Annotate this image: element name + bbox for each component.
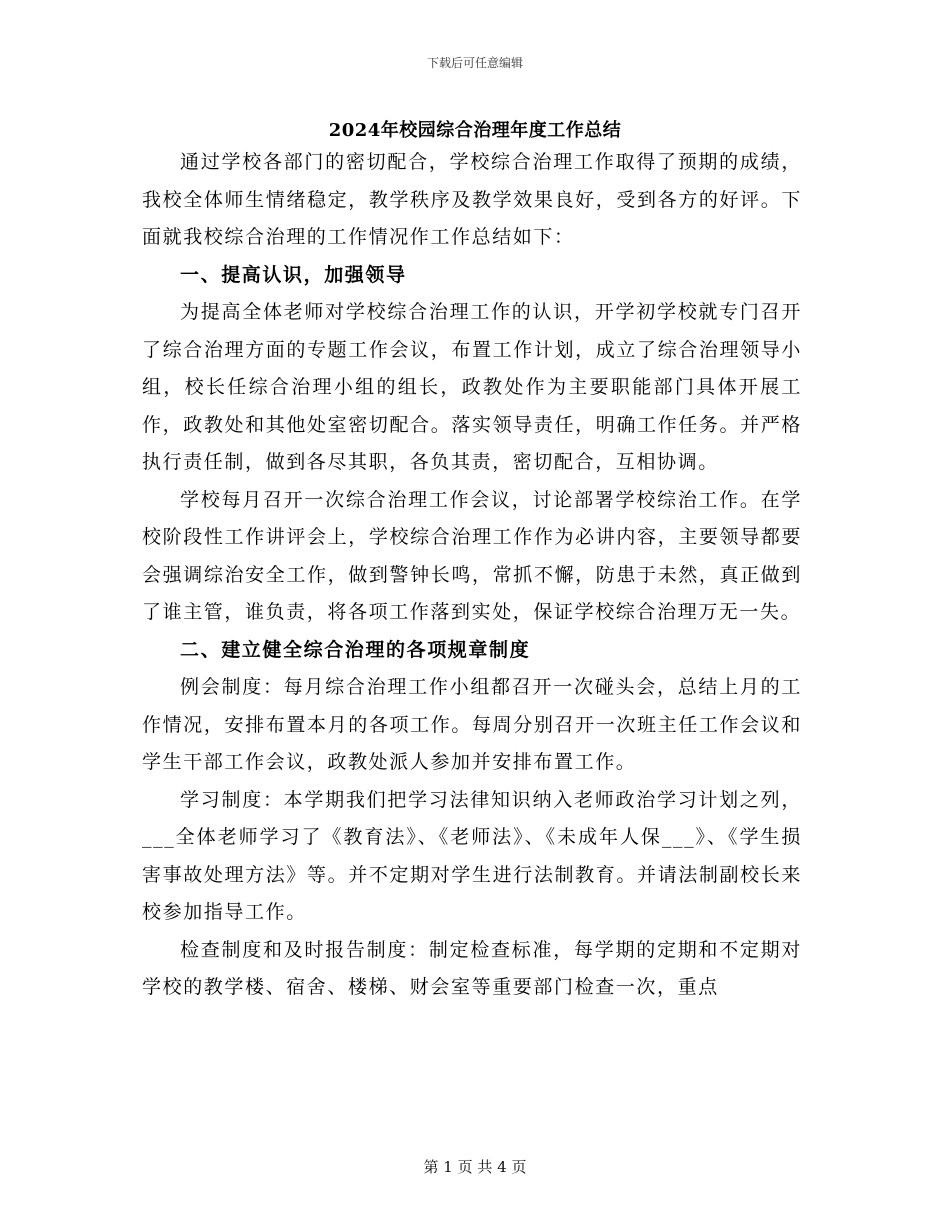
section-heading-2: 二、建立健全综合治理的各项规章制度 <box>180 638 531 661</box>
document-title: 2024年校园综合治理年度工作总结 <box>328 120 622 141</box>
document-body <box>142 144 802 1007</box>
section1-paragraph-2: 学校每月召开一次综合治理工作会议，讨论部署学校综治工作。在学校阶段性工作讲评会上，学校综合治理工作作为必讲内容，主要领导都要会强调综治安全工作，做到警钟长鸣，常抓不懈，防患于未然，真正做到了谁主管，谁负责，将各项工作落到实处，保证学校综合治理万无一失。 <box>142 488 802 623</box>
section2-paragraph-3: 检查制度和及时报告制度：制定检查标准，每学期的定期和不定期对学校的教学楼、宿舍、楼梯、财会室等重要部门检查一次，重点 <box>142 938 802 998</box>
intro-paragraph: 通过学校各部门的密切配合，学校综合治理工作取得了预期的成绩，我校全体师生情绪稳定，教学秩序及教学效果良好，受到各方的好评。下面就我校综合治理的工作情况作工作总结如下： <box>142 151 802 248</box>
section-heading-1: 一、提高认识，加强领导 <box>180 263 407 286</box>
page-footer: 第 1 页 共 4 页 <box>423 1158 527 1176</box>
header-note: 下载后可任意编辑 <box>426 56 523 70</box>
section2-paragraph-2: 学习制度：本学期我们把学习法律知识纳入老师政治学习计划之列，___全体老师学习了《教育法》、《老师法》、《未成年人保___》、《学生损害事故处理方法》等。并不定期对学生进行法制教育。并请法制副校长来校参加指导工作。 <box>142 788 802 923</box>
section1-paragraph-1: 为提高全体老师对学校综合治理工作的认识，开学初学校就专门召开了综合治理方面的专题工作会议，布置工作计划，成立了综合治理领导小组，校长任综合治理小组的组长，政教处作为主要职能部门具体开展工作，政教处和其他处室密切配合。落实领导责任，明确工作任务。并严格执行责任制，做到各尽其职，各负其责，密切配合，互相协调。 <box>142 301 802 473</box>
section2-paragraph-1: 例会制度：每月综合治理工作小组都召开一次碰头会，总结上月的工作情况，安排布置本月的各项工作。每周分别召开一次班主任工作会议和学生干部工作会议，政教处派人参加并安排布置工作。 <box>142 676 802 773</box>
